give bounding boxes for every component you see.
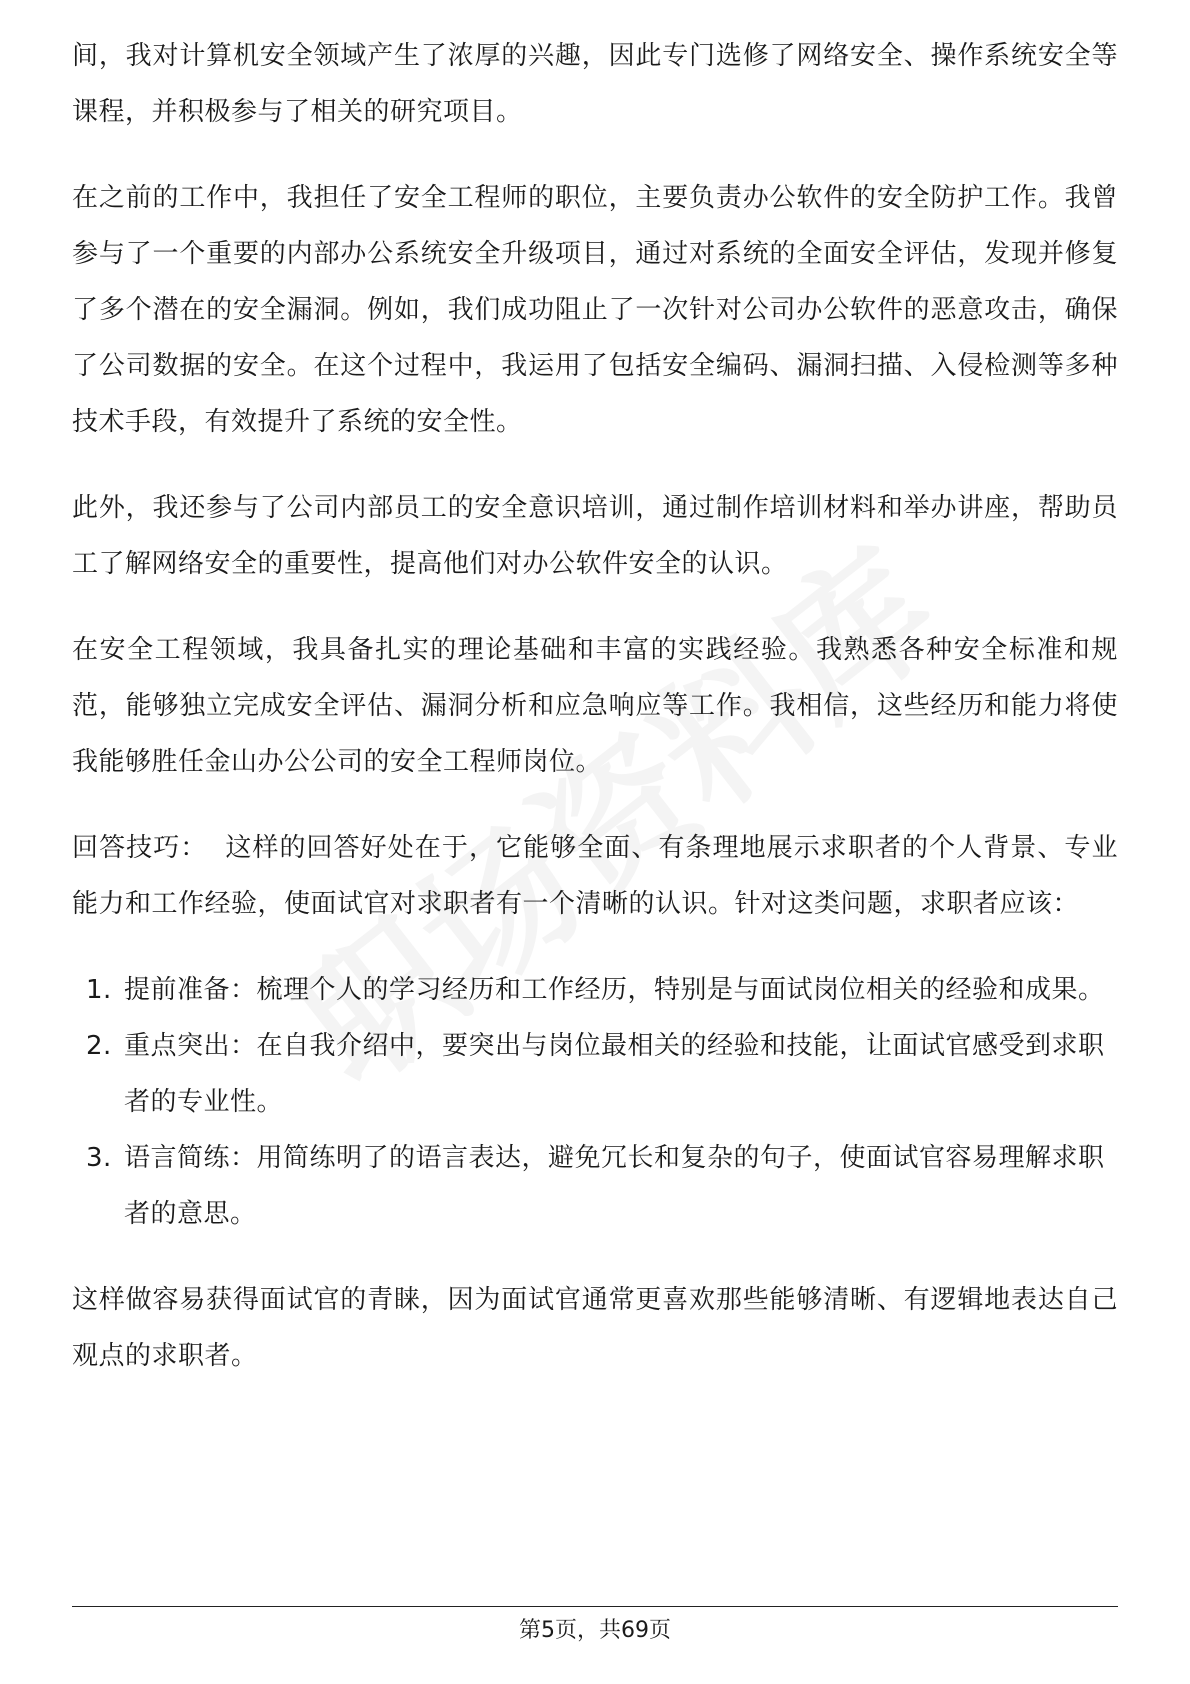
- tips-list: [72, 962, 1118, 1242]
- document-body: [72, 28, 1118, 1414]
- answer-tip-text: 这样的回答好处在于，它能够全面、有条理地展示求职者的个人背景、专业能力和工作经验，使面试官对求职者有一个清晰的认识。针对这类问题，求职者应该：: [72, 833, 1118, 919]
- footer-divider: [72, 1606, 1118, 1607]
- list-item: [72, 1018, 1118, 1130]
- list-item: [72, 1130, 1118, 1242]
- paragraph-3: 此外，我还参与了公司内部员工的安全意识培训，通过制作培训材料和举办讲座，帮助员工了解网络安全的重要性，提高他们对办公软件安全的认识。: [72, 493, 1118, 579]
- list-item-text: 语言简练：用简练明了的语言表达，避免冗长和复杂的句子，使面试官容易理解求职者的意思。: [124, 1143, 1105, 1229]
- list-item-text: 重点突出：在自我介绍中，要突出与岗位最相关的经验和技能，让面试官感受到求职者的专业性。: [124, 1031, 1105, 1117]
- page-number: 第5页，共69页: [519, 1618, 671, 1643]
- closing-paragraph: 这样做容易获得面试官的青睐，因为面试官通常更喜欢那些能够清晰、有逻辑地表达自己观点的求职者。: [72, 1285, 1118, 1371]
- paragraph-4: 在安全工程领域，我具备扎实的理论基础和丰富的实践经验。我熟悉各种安全标准和规范，能够独立完成安全评估、漏洞分析和应急响应等工作。我相信，这些经历和能力将使我能够胜任金山办公公司的安全工程师岗位。: [72, 635, 1118, 777]
- list-item-text: 提前准备：梳理个人的学习经历和工作经历，特别是与面试岗位相关的经验和成果。: [124, 975, 1105, 1005]
- answer-tip-label: 回答技巧：: [72, 833, 208, 863]
- list-item-number: 1.: [86, 975, 112, 1005]
- list-item-number: 3.: [86, 1143, 112, 1173]
- list-item-number: 2.: [86, 1031, 112, 1061]
- paragraph-1: 间，我对计算机安全领域产生了浓厚的兴趣，因此专门选修了网络安全、操作系统安全等课程，并积极参与了相关的研究项目。: [72, 41, 1118, 127]
- paragraph-2: 在之前的工作中，我担任了安全工程师的职位，主要负责办公软件的安全防护工作。我曾参与了一个重要的内部办公系统安全升级项目，通过对系统的全面安全评估，发现并修复了多个潜在的安全漏洞。例如，我们成功阻止了一次针对公司办公软件的恶意攻击，确保了公司数据的安全。在这个过程中，我运用了包括安全编码、漏洞扫描、入侵检测等多种技术手段，有效提升了系统的安全性。: [72, 183, 1118, 437]
- list-item: [72, 962, 1118, 1018]
- answer-tip-paragraph: [72, 820, 1118, 932]
